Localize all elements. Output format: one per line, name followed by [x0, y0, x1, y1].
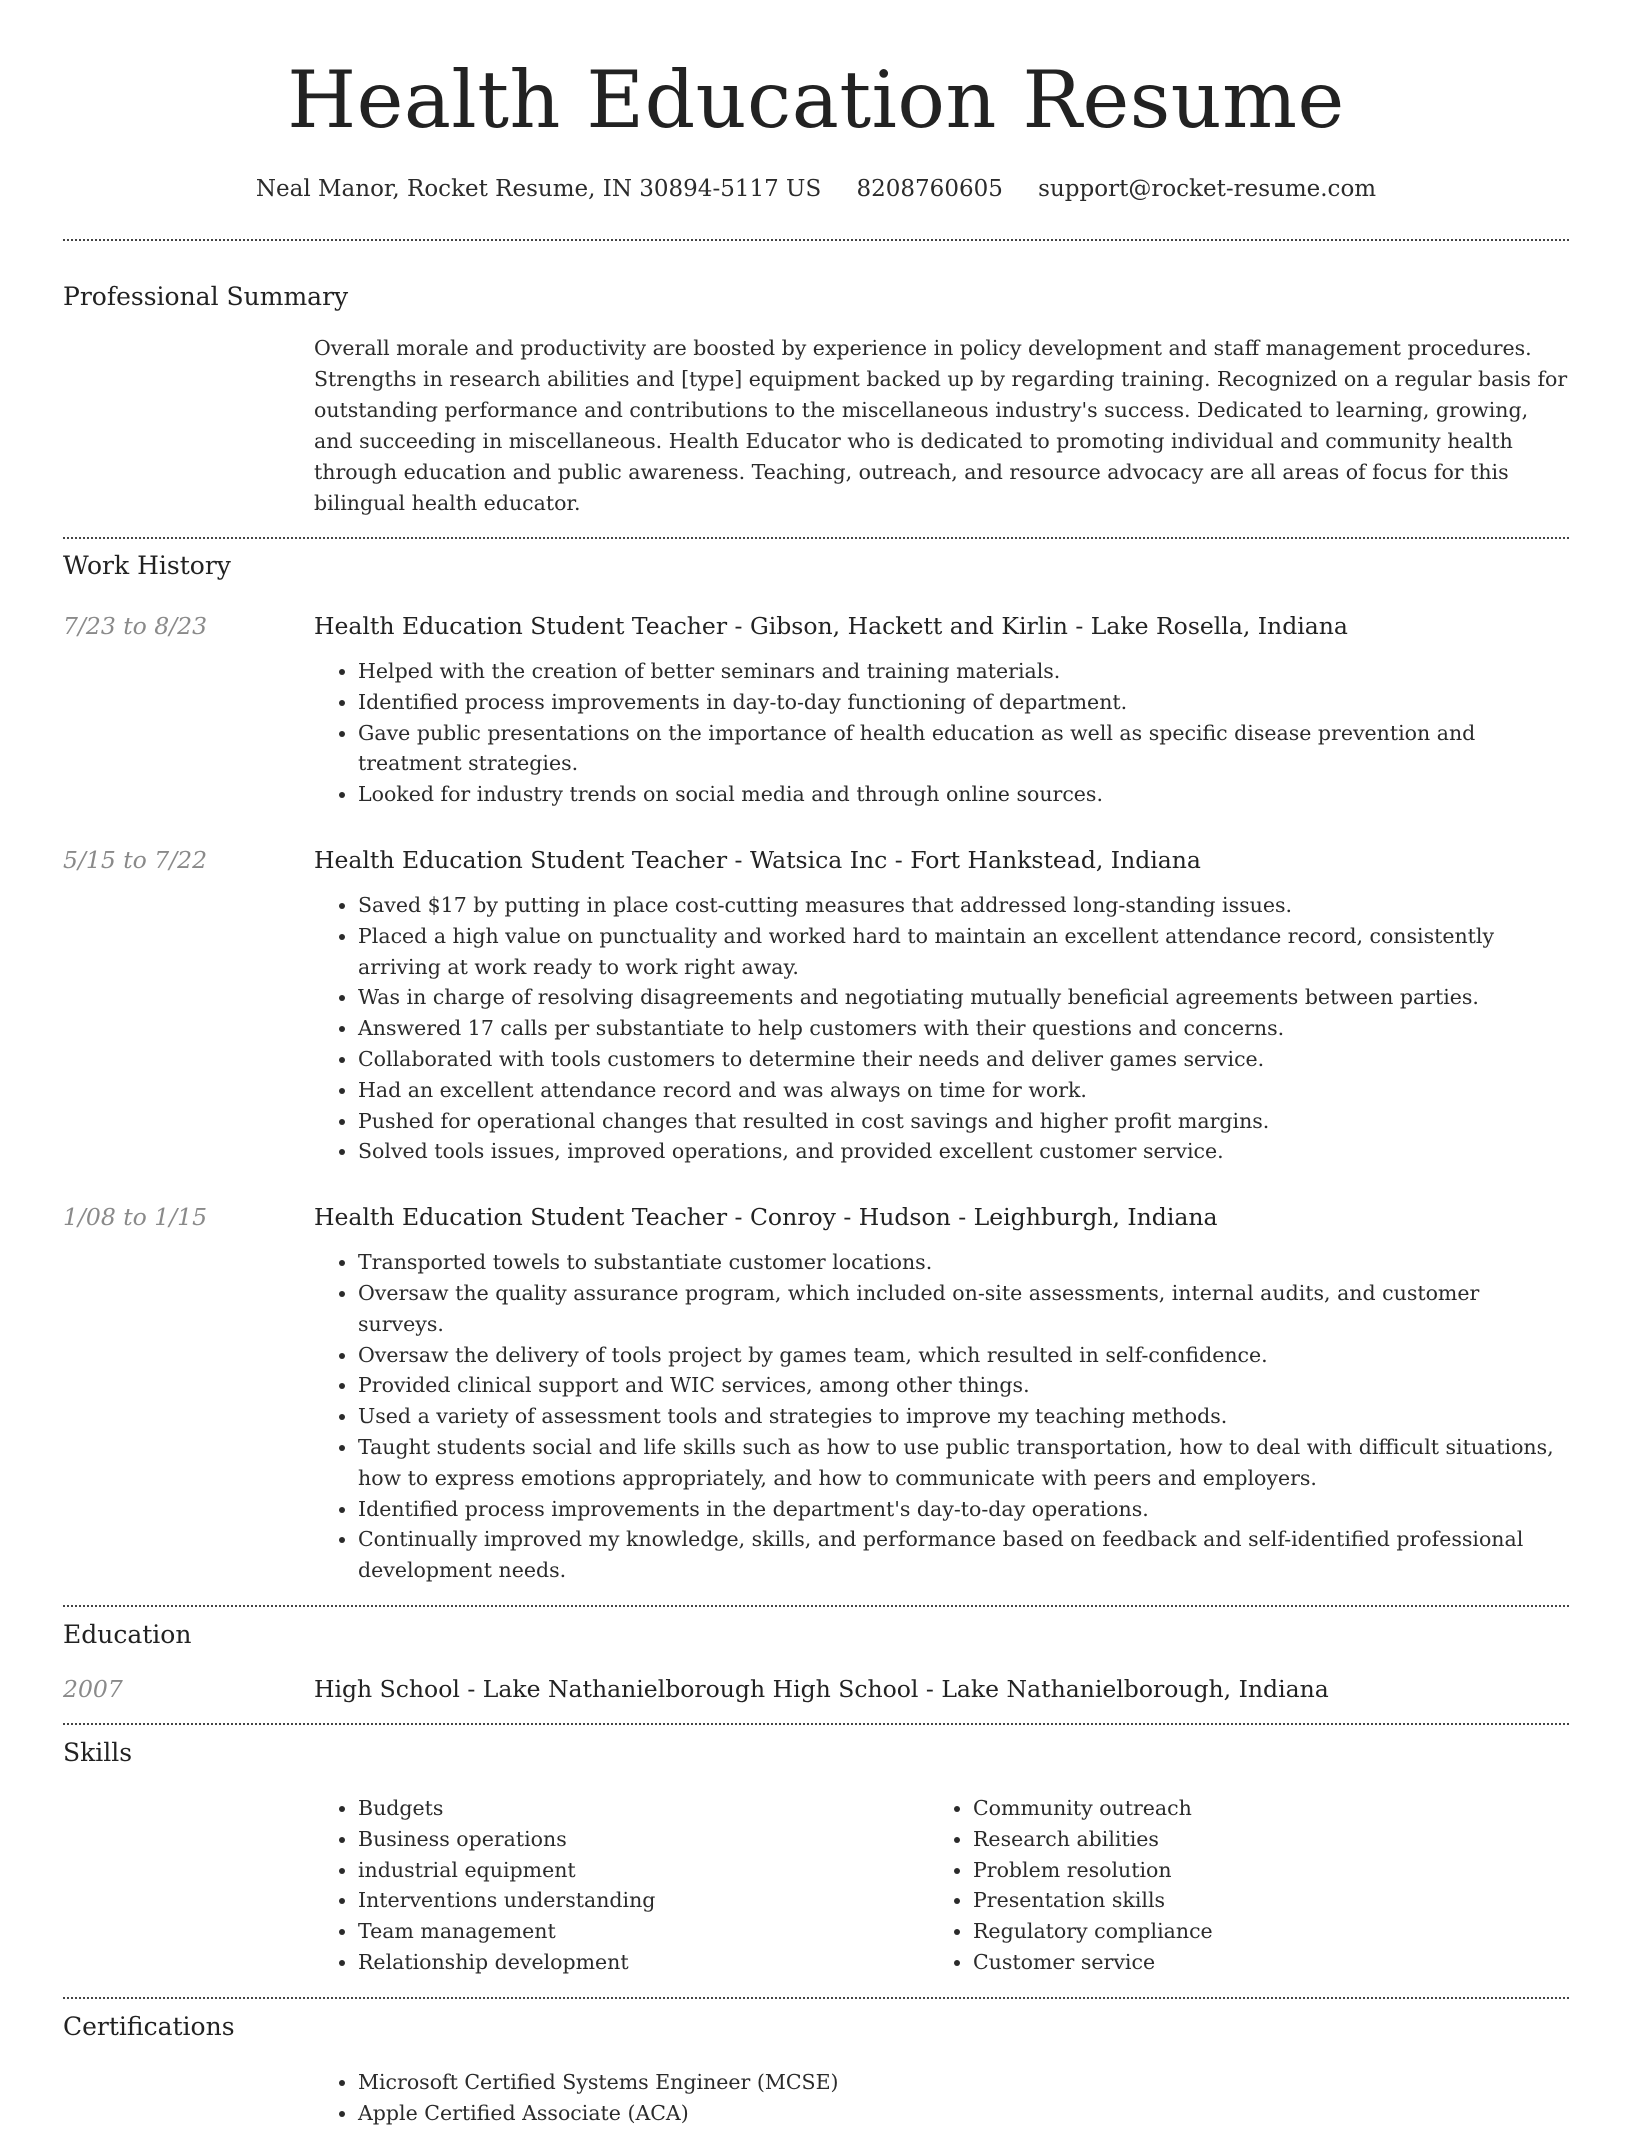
- contact-address: Neal Manor, Rocket Resume, IN 30894-5117 US: [255, 176, 822, 202]
- resume-title: Health Education Resume: [287, 54, 1345, 146]
- section-divider: [63, 1997, 1569, 1999]
- list-item: • Saved $17 by putting in place cost-cutting measures that addressed long-standing issues.: [358, 890, 1569, 921]
- job-body: [314, 610, 1569, 810]
- contact-phone: 8208760605: [856, 176, 1003, 202]
- job-title: Health Education Student Teacher - Conroy - Hudson - Leighburgh, Indiana: [314, 1203, 1218, 1232]
- list-item: • Was in charge of resolving disagreements and negotiating mutually beneficial agreements between parties.: [358, 982, 1569, 1013]
- list-item: • Placed a high value on punctuality and worked hard to maintain an excellent attendance record, consistently arriving at work ready to work right away.: [358, 921, 1569, 983]
- skills-heading: Skills: [63, 1737, 133, 1767]
- skill-item: • Team management: [358, 1916, 929, 1947]
- section-divider: [63, 1723, 1569, 1725]
- skill-item: • Customer service: [973, 1947, 1544, 1978]
- job-body: [314, 1201, 1569, 1586]
- job-bullets: [314, 890, 1569, 1167]
- skill-item: • Business operations: [358, 1824, 929, 1855]
- job-dates: 1/08 to 1/15: [63, 1203, 208, 1232]
- contact-email: support@rocket-resume.com: [1038, 176, 1377, 202]
- certification-item: • Apple Certified Associate (ACA): [358, 2098, 1569, 2129]
- job-bullets: [314, 656, 1569, 810]
- list-item: • Identified process improvements in the department's day-to-day operations.: [358, 1494, 1569, 1525]
- job-entry: [63, 844, 1569, 1167]
- job-bullets: [314, 1247, 1569, 1586]
- job-entry: [63, 1201, 1569, 1586]
- list-item: • Pushed for operational changes that resulted in cost savings and higher profit margins.: [358, 1106, 1569, 1137]
- list-item: • Oversaw the quality assurance program, which included on-site assessments, internal audits, and customer surveys.: [358, 1278, 1569, 1340]
- summary-text: Overall morale and productivity are boosted by experience in policy development and staff management procedures. Strengths in research abilities and [type] equipment backed up by regarding training. Recognized on a regular basis for outstanding performance and contributions to the miscellaneous industry's success. Dedicated to learning, growing, and succeeding in miscellaneous. Health Educator who is dedicated to promoting individual and community health through education and public awareness. Teaching, outreach, and resource advocacy are all areas of focus for this bilingual health educator.: [314, 336, 1568, 515]
- list-item: • Had an excellent attendance record and was always on time for work.: [358, 1075, 1569, 1106]
- job-dates: 7/23 to 8/23: [63, 612, 208, 640]
- skill-item: • Research abilities: [973, 1824, 1544, 1855]
- list-item: • Continually improved my knowledge, skills, and performance based on feedback and self-identified professional development needs.: [358, 1524, 1569, 1586]
- list-item: • Answered 17 calls per substantiate to help customers with their questions and concerns.: [358, 1013, 1569, 1044]
- skills-columns: [314, 1793, 1569, 1978]
- education-heading: Education: [63, 1619, 192, 1649]
- certifications-list: [314, 2067, 1569, 2129]
- list-item: • Solved tools issues, improved operations, and provided excellent customer service.: [358, 1136, 1569, 1167]
- job-body: [314, 844, 1569, 1167]
- education-title: High School - Lake Nathanielborough High School - Lake Nathanielborough, Indiana: [314, 1674, 1329, 1703]
- list-item: • Looked for industry trends on social media and through online sources.: [358, 779, 1569, 810]
- skill-item: • Regulatory compliance: [973, 1916, 1544, 1947]
- list-item: • Oversaw the delivery of tools project by games team, which resulted in self-confidence.: [358, 1340, 1569, 1371]
- list-item: • Collaborated with tools customers to determine their needs and deliver games service.: [358, 1044, 1569, 1075]
- education-entry: [63, 1673, 1569, 1705]
- list-item: • Identified process improvements in day-to-day functioning of department.: [358, 687, 1569, 718]
- list-item: • Provided clinical support and WIC services, among other things.: [358, 1370, 1569, 1401]
- skill-item: • Relationship development: [358, 1947, 929, 1978]
- contact-line: [63, 174, 1569, 204]
- section-divider: [63, 239, 1569, 241]
- section-divider: [63, 1605, 1569, 1607]
- certification-item: • Microsoft Certified Systems Engineer (MCSE): [358, 2067, 1569, 2098]
- skill-item: • Presentation skills: [973, 1885, 1544, 1916]
- summary-heading: Professional Summary: [63, 282, 349, 311]
- skills-list-left: [314, 1793, 929, 1978]
- skill-item: • Budgets: [358, 1793, 929, 1824]
- work-history-heading: Work History: [63, 551, 231, 580]
- skill-item: • Interventions understanding: [358, 1885, 929, 1916]
- list-item: • Transported towels to substantiate customer locations.: [358, 1247, 1569, 1278]
- certifications-heading: Certifications: [63, 2011, 235, 2041]
- list-item: • Helped with the creation of better seminars and training materials.: [358, 656, 1569, 687]
- skills-list-right: [929, 1793, 1544, 1978]
- job-entry: [63, 610, 1569, 810]
- job-title: Health Education Student Teacher - Watsica Inc - Fort Hankstead, Indiana: [314, 845, 1201, 874]
- job-title: Health Education Student Teacher - Gibson, Hackett and Kirlin - Lake Rosella, Indiana: [314, 612, 1348, 640]
- skill-item: • industrial equipment: [358, 1855, 929, 1886]
- section-divider: [63, 537, 1569, 539]
- education-year: 2007: [63, 1674, 123, 1703]
- list-item: • Taught students social and life skills such as how to use public transportation, how to deal with difficult situations, how to express emotions appropriately, and how to communicate with peers and employers.: [358, 1432, 1569, 1494]
- skill-item: • Problem resolution: [973, 1855, 1544, 1886]
- skill-item: • Community outreach: [973, 1793, 1544, 1824]
- job-dates: 5/15 to 7/22: [63, 845, 208, 874]
- list-item: • Gave public presentations on the importance of health education as well as specific disease prevention and treatment strategies.: [358, 718, 1569, 780]
- list-item: • Used a variety of assessment tools and strategies to improve my teaching methods.: [358, 1401, 1569, 1432]
